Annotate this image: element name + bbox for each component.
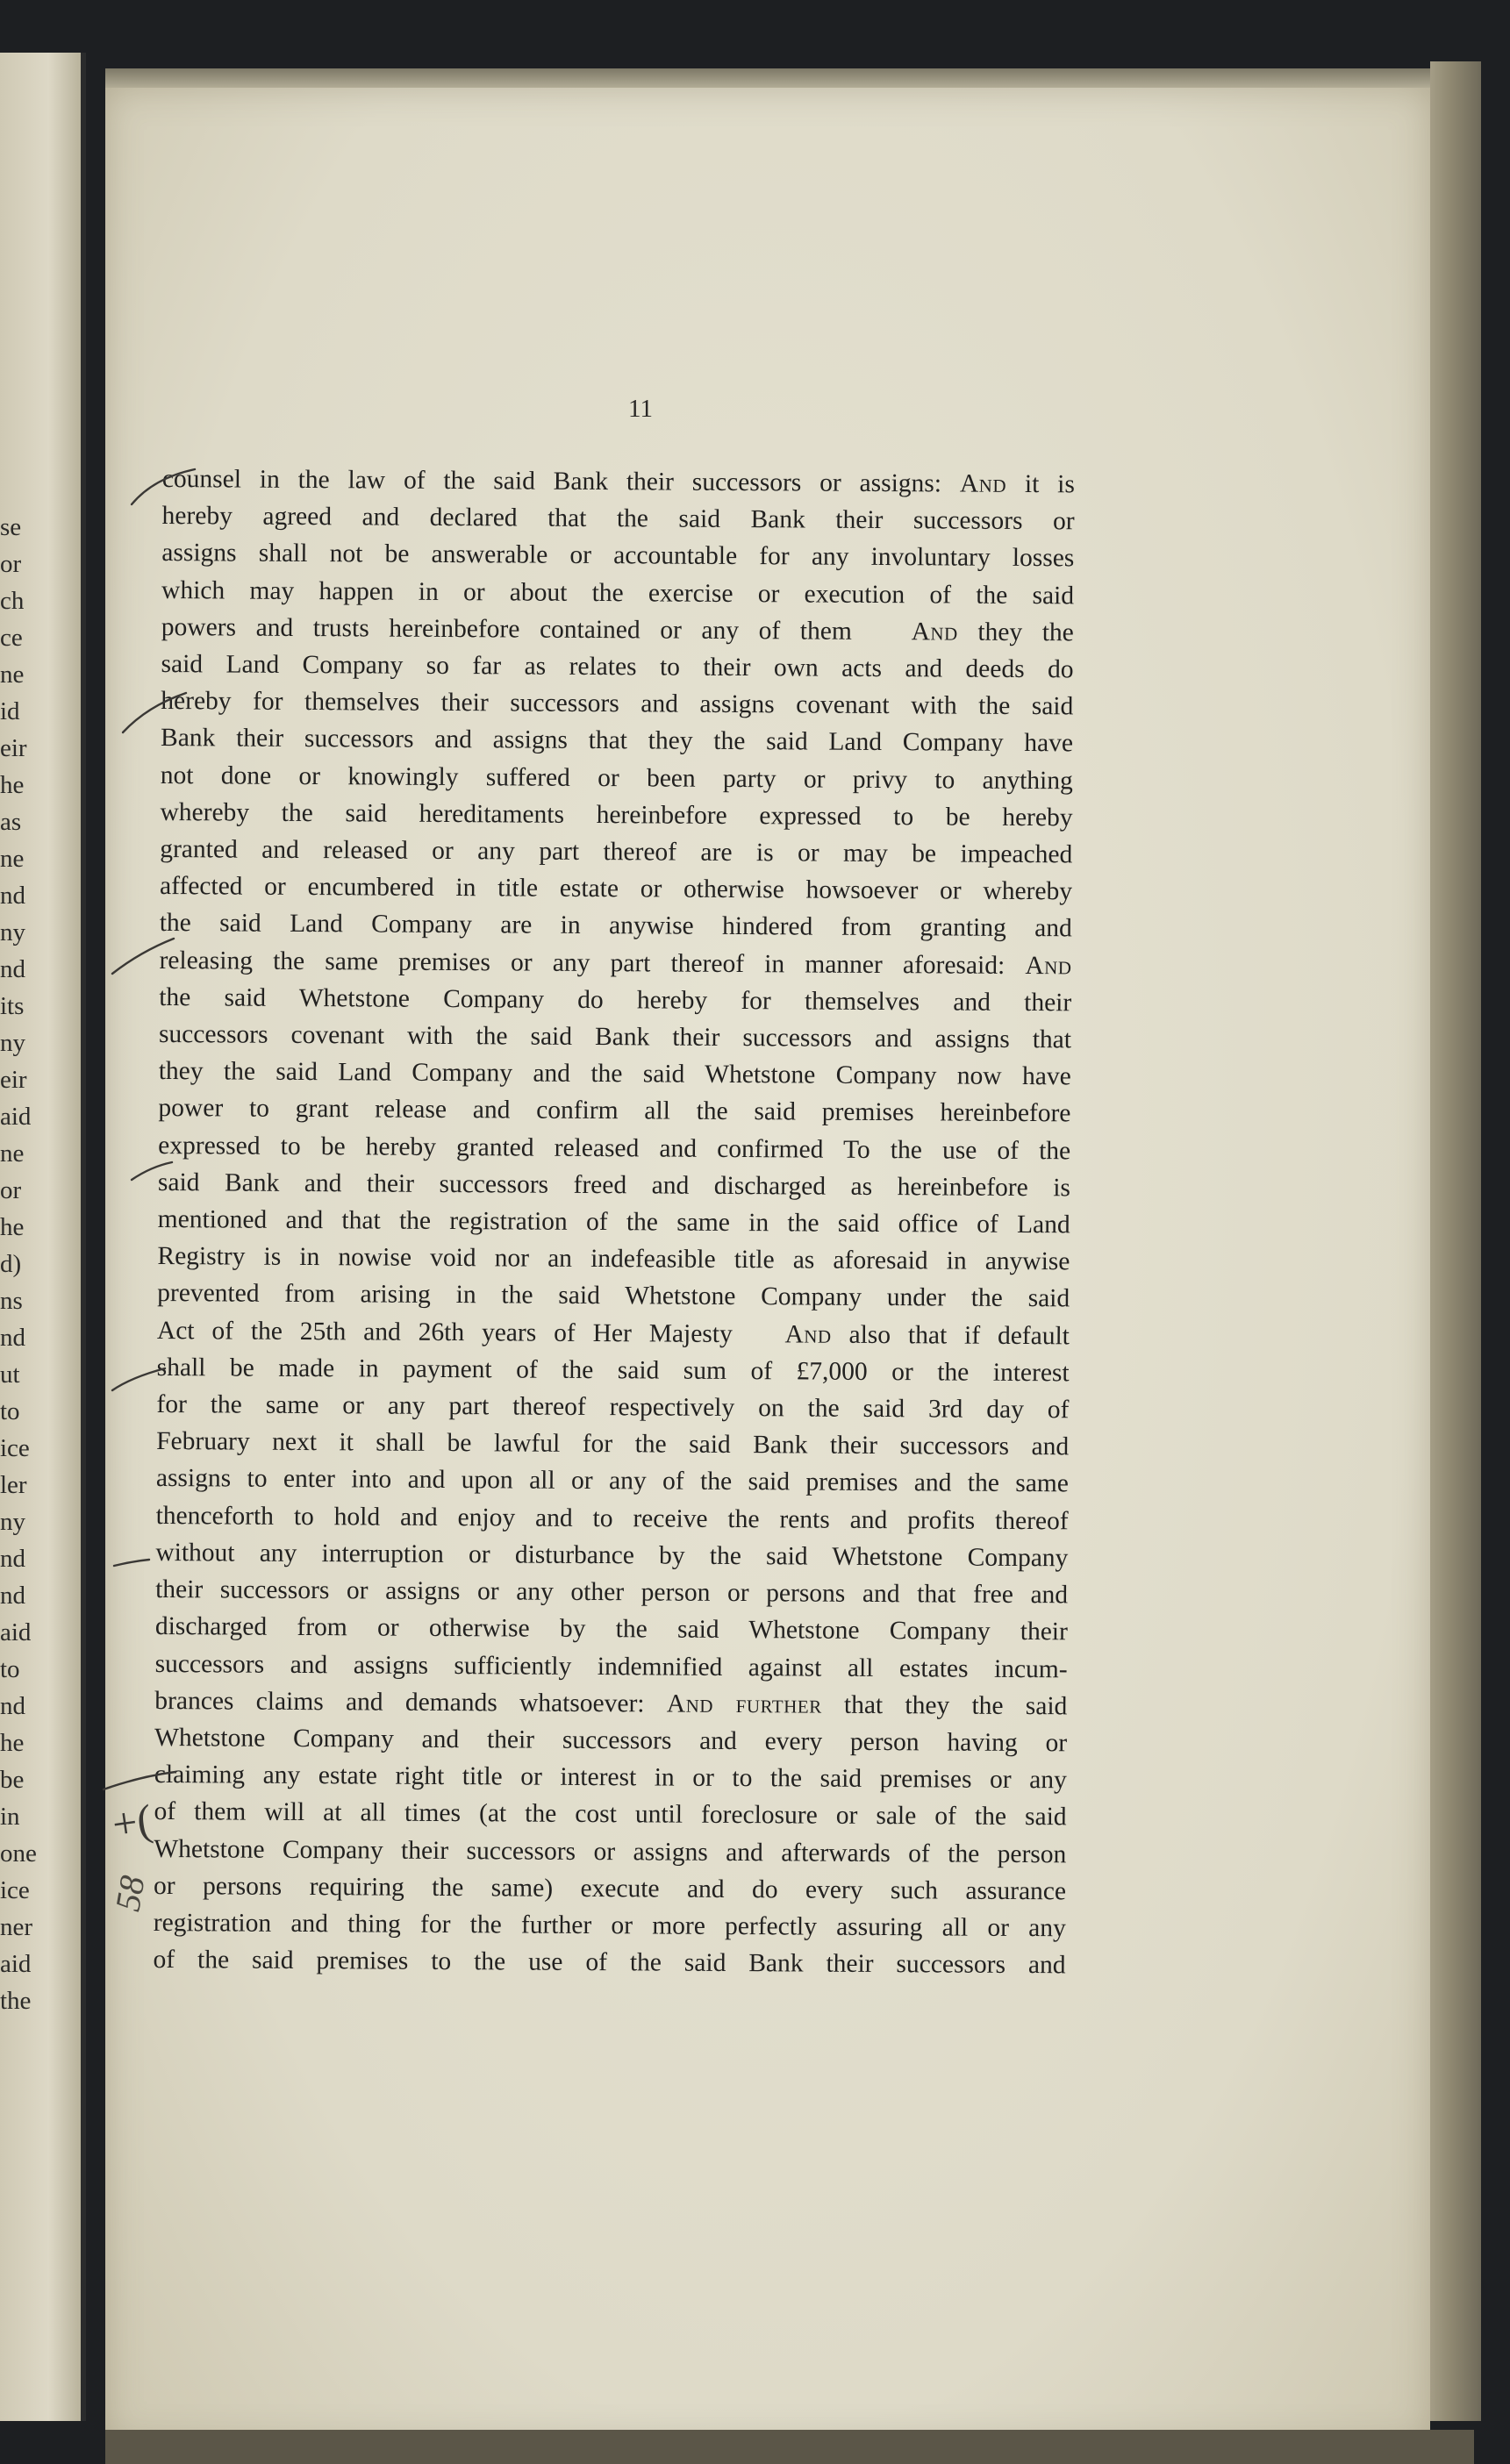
previous-page-fragment: eir (0, 1066, 27, 1094)
previous-page-fragment: to (0, 1397, 20, 1425)
previous-page-fragment: or (0, 1176, 22, 1204)
previous-page-fragment: nd (0, 1324, 25, 1352)
text-line-6: said Land Company so far as relates to their own acts and deeds do (161, 650, 1074, 684)
text-line-17: they the said Land Company and the said Whetstone Company now have (158, 1057, 1071, 1091)
text-line-22: Registry is in nowise void nor an indefeasible title as aforesaid in anywise (157, 1242, 1070, 1276)
previous-page-fragment: ice (0, 1876, 30, 1904)
previous-page-edge (0, 53, 86, 2421)
previous-page-fragment: or (0, 550, 22, 578)
previous-page-fragment: he (0, 771, 25, 799)
previous-page-fragment: nd (0, 882, 25, 910)
text-line-40: registration and thing for the further or more perfectly assuring all or any (153, 1908, 1066, 1943)
previous-page-fragment: nd (0, 1692, 25, 1720)
text-line-5: powers and trusts hereinbefore contained or any of them And they the (161, 612, 1074, 647)
previous-page-fragment: ne (0, 661, 25, 689)
previous-page-fragment: d) (0, 1250, 22, 1278)
previous-page-fragment: se (0, 513, 22, 541)
previous-page-fragment: ns (0, 1287, 23, 1315)
text-line-2: hereby agreed and declared that the said Bank their successors or (161, 502, 1075, 536)
previous-page-fragment: nd (0, 1582, 25, 1610)
text-line-41: of the said premises to the use of the said Bank their successors and (153, 1946, 1066, 1980)
text-line-36: claiming any estate right title or interest in or to the said premises or any (154, 1761, 1067, 1795)
previous-page-fragment: to (0, 1655, 20, 1683)
page-number: 11 (628, 395, 653, 423)
text-line-19: expressed to be hereby granted released and confirmed To the use of the (158, 1131, 1071, 1165)
previous-page-fragment: aid (0, 1950, 32, 1978)
text-line-31: their successors or assigns or any other person or persons and that free and (155, 1575, 1069, 1610)
text-line-20: said Bank and their successors freed and discharged as hereinbefore is (157, 1168, 1071, 1203)
previous-page-fragment: as (0, 808, 22, 836)
text-line-4: which may happen in or about the exercise or execution of the said (161, 575, 1075, 610)
text-line-7: hereby for themselves their successors and assigns covenant with the said (161, 687, 1074, 721)
previous-page-fragment: aid (0, 1103, 32, 1131)
text-line-27: February next it shall be lawful for the said Bank their successors and (156, 1427, 1070, 1461)
text-line-35: Whetstone Company and their successors and every person having or (154, 1723, 1068, 1758)
text-line-38: Whetstone Company their successors or assigns and afterwards of the person (154, 1834, 1067, 1868)
previous-page-fragment: id (0, 697, 20, 725)
previous-page-text-fragments (0, 509, 37, 2019)
margin-note: +( (109, 1795, 155, 1849)
text-line-28: assigns to enter into and upon all or any of the said premises and the same (155, 1464, 1069, 1498)
previous-page-fragment: ce (0, 624, 23, 652)
page-right-edge (1430, 61, 1481, 2421)
text-line-29: thenceforth to hold and enjoy and to receive the rents and profits thereof (155, 1501, 1069, 1536)
text-line-18: power to grant release and confirm all the said premises hereinbefore (158, 1094, 1071, 1128)
previous-page-fragment: aid (0, 1618, 32, 1646)
previous-page-fragment: ner (0, 1913, 33, 1941)
text-line-14: releasing the same premises or any part thereof in manner aforesaid: And (159, 946, 1072, 980)
previous-page-fragment: the (0, 1987, 32, 2015)
text-line-26: for the same or any part thereof respectively on the said 3rd day of (156, 1390, 1070, 1425)
text-line-9: not done or knowingly suffered or been party or privy to anything (160, 761, 1073, 795)
text-line-30: without any interruption or disturbance by the said Whetstone Company (155, 1538, 1069, 1573)
previous-page-fragment: he (0, 1729, 25, 1757)
previous-page-fragment: ch (0, 587, 25, 615)
previous-page-fragment: nd (0, 955, 25, 983)
previous-page-fragment: nd (0, 1545, 25, 1573)
text-line-16: successors covenant with the said Bank their successors and assigns that (158, 1020, 1072, 1054)
previous-page-fragment: ut (0, 1361, 20, 1389)
previous-page-fragment: ne (0, 1139, 25, 1168)
text-line-23: prevented from arising in the said Whetstone Company under the said (157, 1279, 1070, 1313)
previous-page-fragment: one (0, 1839, 37, 1868)
text-line-33: successors and assigns sufficiently indemnified against all estates incum- (154, 1649, 1068, 1683)
text-line-11: granted and released or any part thereof are is or may be impeached (160, 835, 1073, 869)
previous-page-fragment: he (0, 1213, 25, 1241)
page-top-edge (105, 68, 1474, 89)
previous-page-fragment: ny (0, 1029, 25, 1057)
body-text (153, 461, 1075, 1984)
margin-number: 58 (107, 1872, 153, 1915)
previous-page-fragment: be (0, 1766, 25, 1794)
text-line-21: mentioned and that the registration of the same in the said office of Land (157, 1205, 1070, 1239)
text-line-1: counsel in the law of the said Bank their successors or assigns: And it is (161, 464, 1075, 499)
previous-page-fragment: eir (0, 734, 27, 762)
text-line-25: shall be made in payment of the said sum of £7,000 or the interest (156, 1353, 1070, 1388)
text-line-10: whereby the said hereditaments hereinbefore expressed to be hereby (160, 797, 1073, 832)
previous-page-fragment: its (0, 992, 25, 1020)
text-line-39: or persons requiring the same) execute and do every such assurance (153, 1871, 1067, 1906)
text-line-15: the said Whetstone Company do hereby for themselves and their (159, 982, 1072, 1018)
previous-page-fragment: ice (0, 1434, 30, 1462)
previous-page-fragment: ny (0, 918, 25, 946)
text-line-37: of them will at all times (at the cost until foreclosure or sale of the said (154, 1797, 1067, 1832)
text-line-34: brances claims and demands whatsoever: And further that they the said (154, 1686, 1068, 1721)
text-line-13: the said Land Company are in anywise hindered from granting and (159, 909, 1072, 943)
text-line-12: affected or encumbered in title estate or otherwise howsoever or whereby (159, 872, 1073, 906)
text-line-3: assigns shall not be answerable or accountable for any involuntary losses (161, 539, 1075, 573)
text-line-32: discharged from or otherwise by the said Whetstone Company their (154, 1612, 1068, 1646)
previous-page-fragment: in (0, 1803, 20, 1831)
text-line-8: Bank their successors and assigns that they the said Land Company have (160, 724, 1074, 758)
previous-page-fragment: ler (0, 1471, 27, 1499)
page-bottom-edge (105, 2430, 1474, 2464)
previous-page-fragment: ny (0, 1508, 25, 1536)
previous-page-fragment: ne (0, 845, 25, 873)
text-line-24: Act of the 25th and 26th years of Her Majesty And also that if default (156, 1316, 1070, 1351)
